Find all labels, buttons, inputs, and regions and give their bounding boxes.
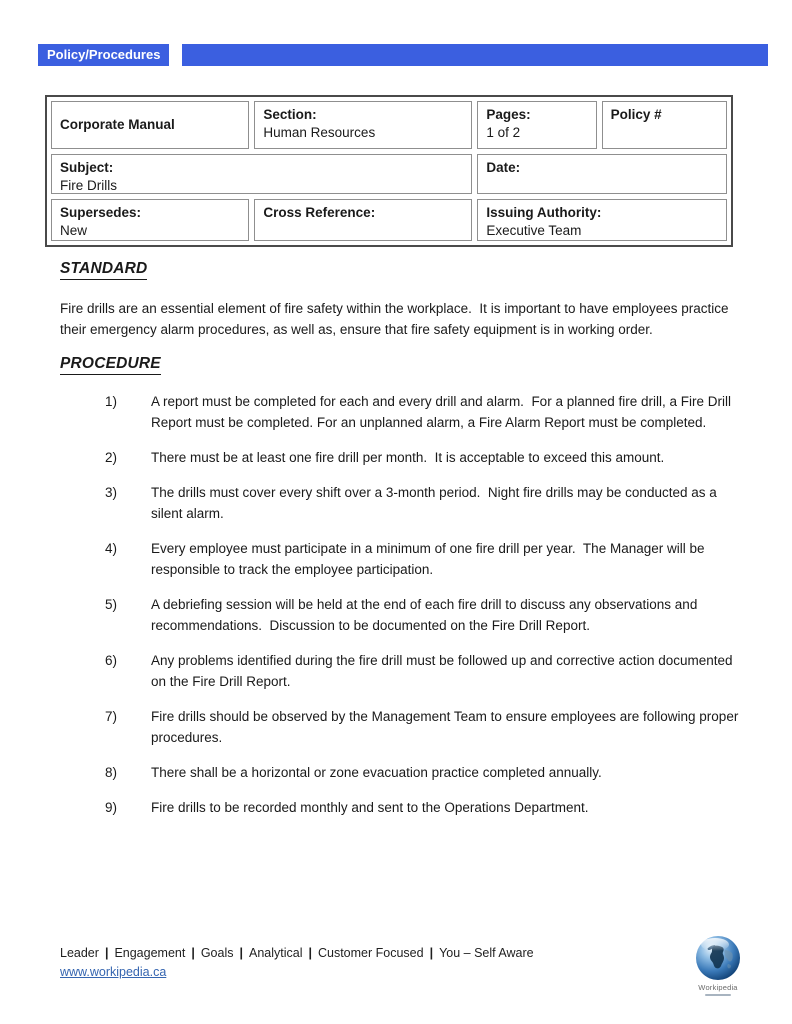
- procedure-item: [105, 650, 746, 692]
- pages-label: Pages:: [486, 107, 531, 122]
- logo-tagline-line: [705, 994, 731, 996]
- supersedes-value: New: [60, 223, 88, 238]
- policy-procedures-badge: Policy/Procedures: [38, 44, 169, 66]
- procedure-item-number: 7): [105, 709, 118, 724]
- procedure-item-text: The drills must cover every shift over a 3-month period. Night fire drills may be conducted as a silent alarm.: [151, 485, 721, 521]
- footer-separator: |: [429, 946, 434, 960]
- cell-corporate-manual: [51, 101, 249, 149]
- cell-supersedes: [51, 199, 249, 241]
- standard-heading: STANDARD: [60, 260, 147, 280]
- procedure-item-number: 5): [105, 597, 118, 612]
- page-header: [38, 44, 768, 66]
- procedure-item: [105, 594, 746, 636]
- procedure-item-text: Any problems identified during the fire drill must be followed up and corrective action documented on the Fire Drill Report.: [151, 653, 737, 689]
- procedure-item-number: 9): [105, 800, 118, 815]
- procedure-heading: PROCEDURE: [60, 355, 161, 375]
- procedure-item: [105, 706, 746, 748]
- standard-paragraph: Fire drills are an essential element of fire safety within the workplace. It is important to have employees practice their emergency alarm procedures, as well as, ensure that fire safety equipment is in working order.: [60, 301, 733, 337]
- workipedia-logo: [692, 934, 744, 996]
- procedure-item-text: There must be at least one fire drill per month. It is acceptable to exceed this amount.: [151, 450, 665, 465]
- footer-value: You – Self Aware: [439, 946, 534, 960]
- cell-policy-number: [602, 101, 727, 149]
- cell-issuing-authority: [477, 199, 727, 241]
- procedure-item-text: Fire drills to be recorded monthly and sent to the Operations Department.: [151, 800, 589, 815]
- issuing-authority-value: Executive Team: [486, 223, 582, 238]
- procedure-item-text: A report must be completed for each and every drill and alarm. For a planned fire drill, a Fire Drill Report must be completed. For an unplanned alarm, a Fire Alarm Report must be completed.: [151, 394, 735, 430]
- procedure-item: [105, 762, 746, 783]
- footer: [60, 945, 534, 981]
- cell-cross-reference: [254, 199, 472, 241]
- cell-subject: [51, 154, 472, 194]
- procedure-item-number: 4): [105, 541, 118, 556]
- footer-separator: |: [239, 946, 243, 960]
- procedure-item-text: Every employee must participate in a minimum of one fire drill per year. The Manager will be responsible to track the employee participation.: [151, 541, 709, 577]
- procedure-item: [105, 391, 746, 433]
- cell-section: [254, 101, 472, 149]
- procedure-item-number: 8): [105, 765, 118, 780]
- footer-value: Customer Focused: [317, 946, 424, 960]
- issuing-authority-label: Issuing Authority:: [486, 205, 602, 220]
- cell-date: [477, 154, 727, 194]
- procedure-item-number: 2): [105, 450, 118, 465]
- globe-icon: [694, 934, 742, 982]
- footer-value: Leader: [60, 946, 99, 960]
- info-table: [45, 95, 733, 247]
- logo-wordmark: Workipedia: [698, 983, 738, 992]
- footer-tagline: [60, 945, 534, 962]
- policy-number-label: Policy #: [610, 107, 662, 122]
- procedure-list: [105, 391, 746, 818]
- procedure-item-text: A debriefing session will be held at the end of each fire drill to discuss any observations and recommendations. Discussion to be documented on the Fire Drill Report.: [151, 597, 702, 633]
- section-value: Human Resources: [263, 125, 376, 140]
- corporate-manual-label: Corporate Manual: [60, 117, 175, 132]
- procedure-item-number: 3): [105, 485, 118, 500]
- footer-separator: |: [191, 946, 195, 960]
- cross-reference-label: Cross Reference:: [263, 205, 376, 220]
- procedure-item-text: Fire drills should be observed by the Management Team to ensure employees are following proper procedures.: [151, 709, 743, 745]
- supersedes-label: Supersedes:: [60, 205, 142, 220]
- procedure-item: [105, 447, 746, 468]
- header-bar: [182, 44, 768, 66]
- footer-value: Engagement: [114, 946, 186, 960]
- procedure-item: [105, 482, 746, 524]
- procedure-item: [105, 538, 746, 580]
- procedure-item-text: There shall be a horizontal or zone evacuation practice completed annually.: [151, 765, 602, 780]
- subject-value: Fire Drills: [60, 178, 117, 193]
- footer-separator: |: [308, 946, 312, 960]
- footer-value: Analytical: [248, 946, 303, 960]
- footer-value: Goals: [200, 946, 234, 960]
- website-link[interactable]: www.workipedia.ca: [60, 965, 167, 979]
- procedure-item-number: 6): [105, 653, 118, 668]
- footer-separator: |: [104, 946, 109, 960]
- procedure-item: [105, 797, 746, 818]
- document-body: [60, 260, 746, 832]
- date-label: Date:: [486, 160, 521, 175]
- section-label: Section:: [263, 107, 317, 122]
- procedure-item-number: 1): [105, 394, 118, 409]
- subject-label: Subject:: [60, 160, 114, 175]
- cell-pages: [477, 101, 596, 149]
- pages-value: 1 of 2: [486, 125, 521, 140]
